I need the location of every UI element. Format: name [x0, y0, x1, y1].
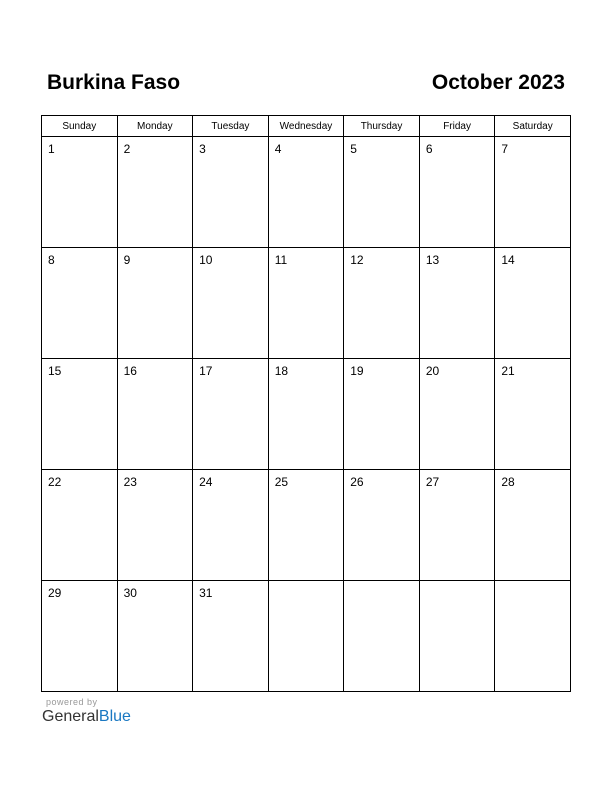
footer-branding — [42, 697, 131, 726]
day-cell — [344, 470, 420, 581]
day-cell — [268, 581, 344, 692]
weekday-header: Thursday — [344, 116, 420, 137]
day-number: 12 — [350, 253, 364, 267]
day-cell — [419, 248, 495, 359]
day-number: 6 — [425, 142, 433, 156]
calendar-grid — [41, 115, 571, 692]
day-number: 27 — [425, 475, 440, 489]
brand-general-text: General — [42, 708, 99, 725]
week-row — [42, 470, 571, 581]
day-cell — [42, 470, 118, 581]
day-number: 3 — [199, 142, 206, 156]
day-number: 22 — [48, 475, 62, 489]
generalblue-logo[interactable] — [42, 708, 131, 726]
day-number: 10 — [199, 253, 213, 267]
weekday-header: Tuesday — [193, 116, 269, 137]
week-row — [42, 137, 571, 248]
day-cell — [344, 137, 420, 248]
day-number: 31 — [199, 586, 213, 600]
day-number: 2 — [123, 142, 131, 156]
day-number: 4 — [274, 142, 282, 156]
day-cell — [344, 359, 420, 470]
day-cell — [344, 581, 420, 692]
weekday-header-row — [42, 116, 571, 137]
day-number — [495, 581, 570, 586]
day-cell — [268, 470, 344, 581]
day-cell — [117, 359, 193, 470]
day-number — [344, 581, 419, 586]
day-number: 14 — [501, 253, 515, 267]
weekday-header: Wednesday — [268, 116, 344, 137]
brand-blue-text: Blue — [98, 708, 131, 725]
month-year-title: October 2023 — [431, 71, 565, 94]
day-number: 19 — [350, 364, 364, 378]
day-number: 20 — [425, 364, 440, 378]
day-number: 30 — [123, 586, 137, 600]
day-cell — [495, 470, 571, 581]
day-cell — [117, 248, 193, 359]
day-number: 15 — [48, 364, 62, 378]
day-cell — [117, 470, 193, 581]
day-number: 7 — [501, 142, 509, 156]
day-number: 28 — [501, 475, 515, 489]
day-cell — [495, 248, 571, 359]
day-number: 1 — [48, 142, 55, 156]
day-cell — [42, 581, 118, 692]
day-number: 9 — [123, 253, 131, 267]
day-cell — [193, 581, 269, 692]
day-cell — [117, 137, 193, 248]
day-number: 17 — [199, 364, 213, 378]
powered-by-text: powered by — [46, 697, 98, 707]
weekday-header: Saturday — [495, 116, 571, 137]
country-title: Burkina Faso — [47, 71, 181, 94]
day-cell — [42, 137, 118, 248]
day-number — [420, 581, 495, 586]
day-cell — [268, 359, 344, 470]
day-cell — [193, 248, 269, 359]
weekday-header: Monday — [117, 116, 193, 137]
day-number: 5 — [350, 142, 357, 156]
day-number: 8 — [48, 253, 55, 267]
day-cell — [117, 581, 193, 692]
week-row — [42, 581, 571, 692]
day-number: 21 — [501, 364, 515, 378]
day-number: 23 — [123, 475, 137, 489]
week-row — [42, 359, 571, 470]
week-row — [42, 248, 571, 359]
day-cell — [42, 359, 118, 470]
day-cell — [419, 470, 495, 581]
day-cell — [495, 137, 571, 248]
day-number — [269, 581, 344, 586]
day-cell — [419, 359, 495, 470]
day-cell — [344, 248, 420, 359]
day-cell — [193, 137, 269, 248]
day-cell — [193, 470, 269, 581]
day-cell — [419, 581, 495, 692]
day-number: 25 — [274, 475, 289, 489]
day-number: 29 — [48, 586, 62, 600]
day-number: 24 — [199, 475, 213, 489]
day-number: 18 — [274, 364, 289, 378]
weekday-header: Friday — [419, 116, 495, 137]
day-number: 16 — [123, 364, 137, 378]
day-cell — [495, 581, 571, 692]
day-number: 11 — [274, 253, 288, 267]
day-cell — [193, 359, 269, 470]
day-number: 13 — [425, 253, 440, 267]
day-cell — [268, 248, 344, 359]
day-number: 26 — [350, 475, 364, 489]
day-cell — [495, 359, 571, 470]
day-cell — [419, 137, 495, 248]
weekday-header: Sunday — [42, 116, 118, 137]
day-cell — [42, 248, 118, 359]
day-cell — [268, 137, 344, 248]
